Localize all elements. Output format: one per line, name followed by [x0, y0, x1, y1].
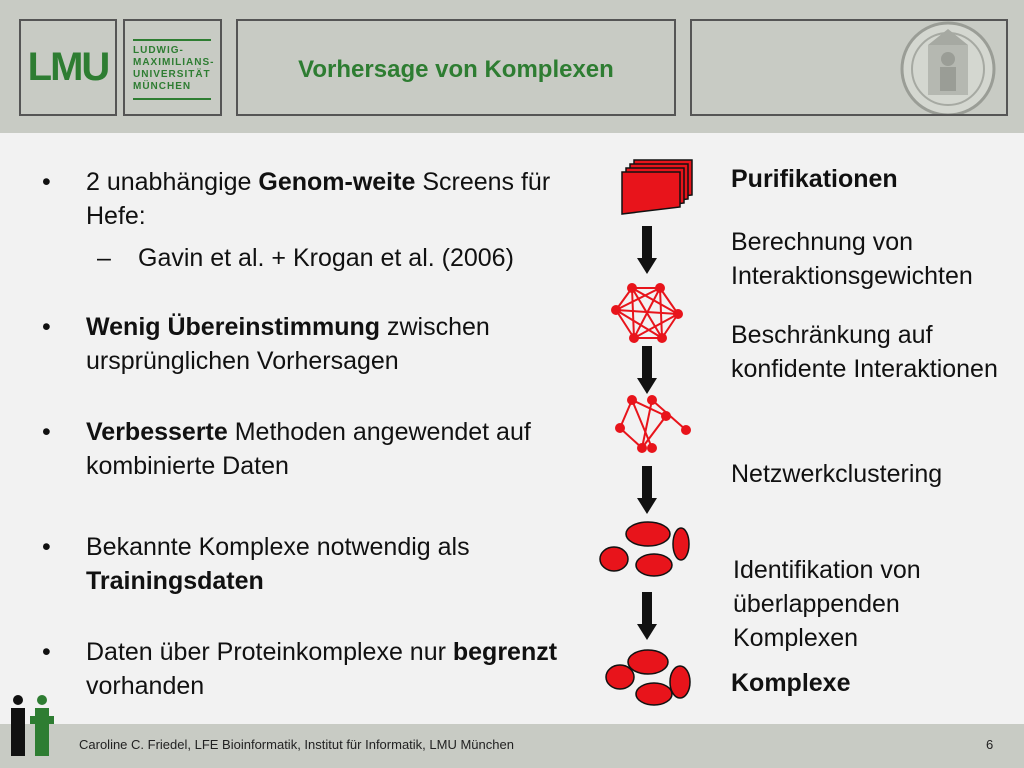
- text-span: 2 unabhängige: [86, 168, 259, 196]
- bullet-marker: •: [42, 313, 51, 341]
- text-span: Bekannte Komplexe notwendig als: [86, 533, 470, 561]
- university-name: LUDWIG- MAXIMILIANS- UNIVERSITÄT MÜNCHEN: [133, 45, 215, 92]
- bioinformatik-logo-icon: [6, 694, 56, 758]
- arrow-down-icon: [637, 592, 657, 640]
- arrow-down-icon: [637, 226, 657, 274]
- title-box: [236, 19, 676, 116]
- step-identifikation: Identifikation von überlappenden Komplexen: [733, 556, 921, 652]
- text-span: vorhanden: [86, 672, 205, 700]
- text-span: Gavin et al. + Krogan et al. (2006): [138, 244, 514, 272]
- bullet-marker: •: [42, 638, 51, 666]
- university-seal-icon: [692, 21, 1008, 116]
- step-komplexe: Komplexe: [731, 669, 851, 697]
- bold-text: Trainingsdaten: [86, 567, 264, 595]
- bold-text: Wenig Übereinstimmung: [86, 313, 381, 341]
- pipeline-diagram: [590, 150, 710, 710]
- bullet-text: [86, 635, 586, 703]
- footer-text: Caroline C. Friedel, LFE Bioinformatik, Institut für Informatik, LMU München: [79, 737, 514, 752]
- bullet-text: [86, 165, 586, 233]
- step-netzwerkclustering: Netzwerkclustering: [731, 460, 943, 488]
- lmu-logo: [19, 19, 117, 116]
- full-network-icon: [612, 284, 682, 342]
- text-span: Methoden angewendet auf kombinierte Daten: [86, 418, 531, 480]
- step-berechnung: Berechnung von Interaktionsgewichten: [731, 228, 973, 290]
- bullet-marker: •: [42, 168, 51, 196]
- bold-text: Genom-weite: [258, 168, 416, 196]
- page-title: Vorhersage von Komplexen: [298, 56, 614, 83]
- step-beschraenkung: Beschränkung auf konfidente Interaktionen: [731, 321, 998, 383]
- uni-rule-top: [133, 39, 211, 41]
- bold-text: begrenzt: [452, 638, 558, 666]
- bullet-marker: •: [42, 533, 51, 561]
- university-name-box: [123, 19, 222, 116]
- bullet-text: [86, 530, 586, 598]
- text-span: zwischen ursprünglichen Vorhersagen: [86, 313, 490, 375]
- bold-text: Verbesserte: [86, 418, 228, 446]
- cluster-ellipses-icon: [600, 522, 689, 576]
- bullet-text: [86, 310, 586, 378]
- seal-box: [690, 19, 1008, 116]
- page-number: 6: [986, 737, 994, 752]
- filtered-network-icon: [616, 396, 690, 452]
- lmu-logo-text: LMU: [27, 45, 109, 89]
- bullet-text: [138, 241, 618, 275]
- bullet-marker: –: [97, 244, 111, 272]
- bullet-text: [86, 415, 586, 483]
- arrow-down-icon: [637, 346, 657, 394]
- complex-ellipses-icon: [606, 650, 690, 705]
- text-span: Daten über Proteinkomplexe nur: [86, 638, 453, 666]
- purification-sheets-icon: [622, 160, 692, 214]
- bullet-marker: •: [42, 418, 51, 446]
- uni-rule-bottom: [133, 98, 211, 100]
- step-purifikationen: Purifikationen: [731, 165, 898, 193]
- arrow-down-icon: [637, 466, 657, 514]
- text-span: Screens für Hefe:: [86, 168, 551, 230]
